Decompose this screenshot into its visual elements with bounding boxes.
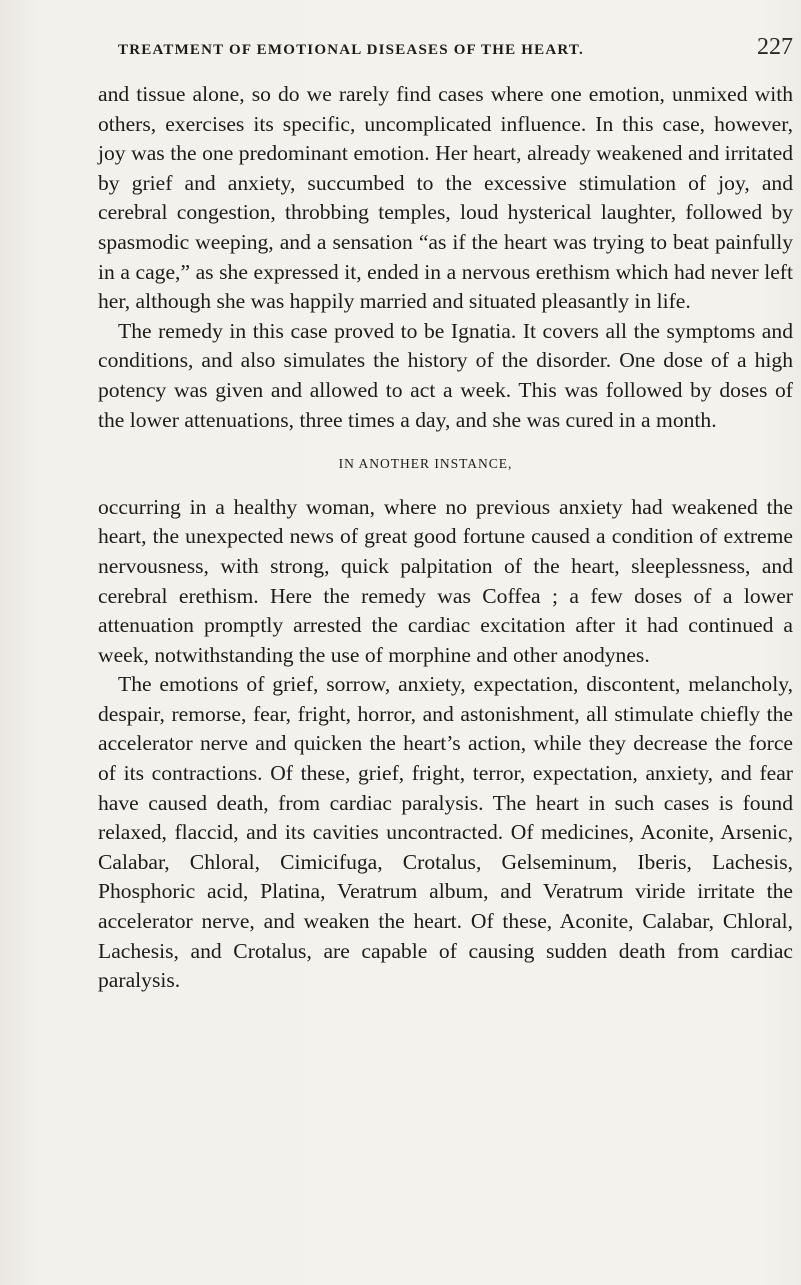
running-title: TREATMENT OF EMOTIONAL DISEASES OF THE HEART. xyxy=(118,42,584,58)
paragraph-1: and tissue alone, so do we rarely find cases where one emotion, unmixed with others, exercises its specific, uncomplicated influence. In this case, however, joy was the one predominant emotion. Her heart, already weakened and irritated by grief and anxiety, succumbed to the excessive stimulation of joy, and cerebral congestion, throbbing temples, loud hysterical laughter, followed by spasmodic weeping, and a sensation “as if the heart was trying to beat painfully in a cage,” as she expressed it, ended in a nervous erethism which had never left her, although she was happily married and situated pleasantly in life. xyxy=(98,82,793,314)
page-number: 227 xyxy=(757,34,793,60)
paragraph-2: The remedy in this case proved to be Ignatia. It covers all the symptoms and conditions, and also simulates the history of the disorder. One dose of a high potency was given and allowed to act a week. This was followed by doses of the lower attenuations, three times a day, and she was cured in a month. xyxy=(98,318,793,432)
page-header xyxy=(118,34,793,64)
paragraph-3: occurring in a healthy woman, where no previous anxiety had weakened the heart, the unexpected news of great good fortune caused a condition of extreme nervousness, with strong, quick palpitation of the heart, sleeplessness, and cerebral erethism. Here the remedy was Coffea ; a few doses of a lower attenuation promptly arrested the cardiac excitation after it had continued a week, notwithstanding the use of morphine and other anodynes. xyxy=(98,494,793,667)
body-text xyxy=(98,80,793,996)
paragraph-4: The emotions of grief, sorrow, anxiety, expectation, discontent, melancholy, despair, remorse, fear, fright, horror, and astonishment, all stimulate chiefly the accelerator nerve and quicken the heart’s action, while they decrease the force of its contractions. Of these, grief, fright, terror, expectation, anxiety, and fear have caused death, from cardiac paralysis. The heart in such cases is found relaxed, flaccid, and its cavities uncontracted. Of medicines, Aconite, Arsenic, Calabar, Chloral, Cimicifuga, Crotalus, Gelseminum, Iberis, Lachesis, Phosphoric acid, Platina, Veratrum album, and Veratrum viride irritate the accelerator nerve, and weaken the heart. Of these, Aconite, Calabar, Chloral, Lachesis, and Crotalus, are capable of causing sudden death from cardiac paralysis. xyxy=(98,672,793,993)
section-heading: IN ANOTHER INSTANCE, xyxy=(338,456,513,472)
